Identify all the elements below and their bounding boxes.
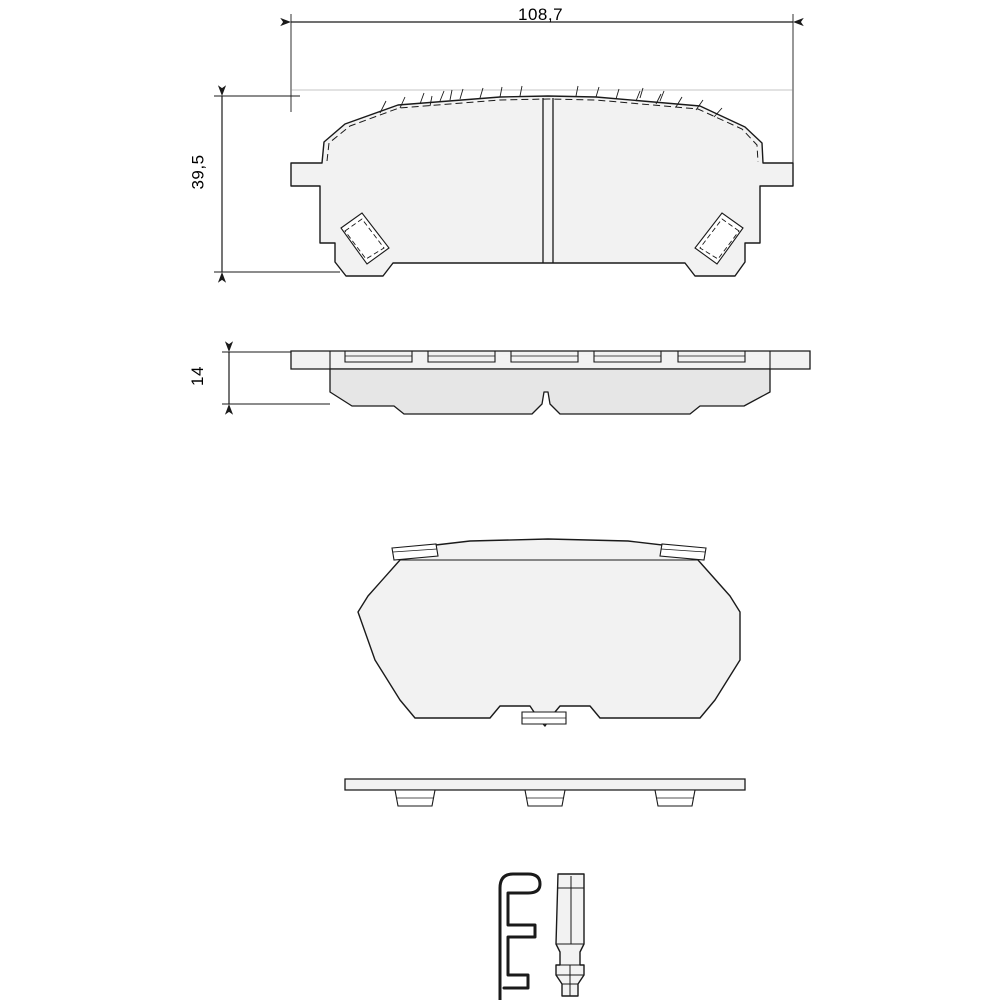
- wear-sensor-clip: [500, 874, 540, 1000]
- retaining-clip-strip: [345, 779, 745, 806]
- clip-foot-left: [395, 790, 435, 806]
- dimension-label-thickness: 14: [187, 366, 207, 386]
- brake-pad-front-view: [291, 86, 793, 276]
- dimension-label-height: 39,5: [188, 154, 208, 190]
- brake-pad-side-view: [291, 351, 810, 414]
- dimension-label-width: 108,7: [518, 5, 564, 24]
- shim-tab-bottom: [522, 712, 566, 724]
- shim-plate: [358, 539, 740, 726]
- clip-foot-right: [655, 790, 695, 806]
- clip-foot-center: [525, 790, 565, 806]
- spring-pin: [556, 874, 584, 996]
